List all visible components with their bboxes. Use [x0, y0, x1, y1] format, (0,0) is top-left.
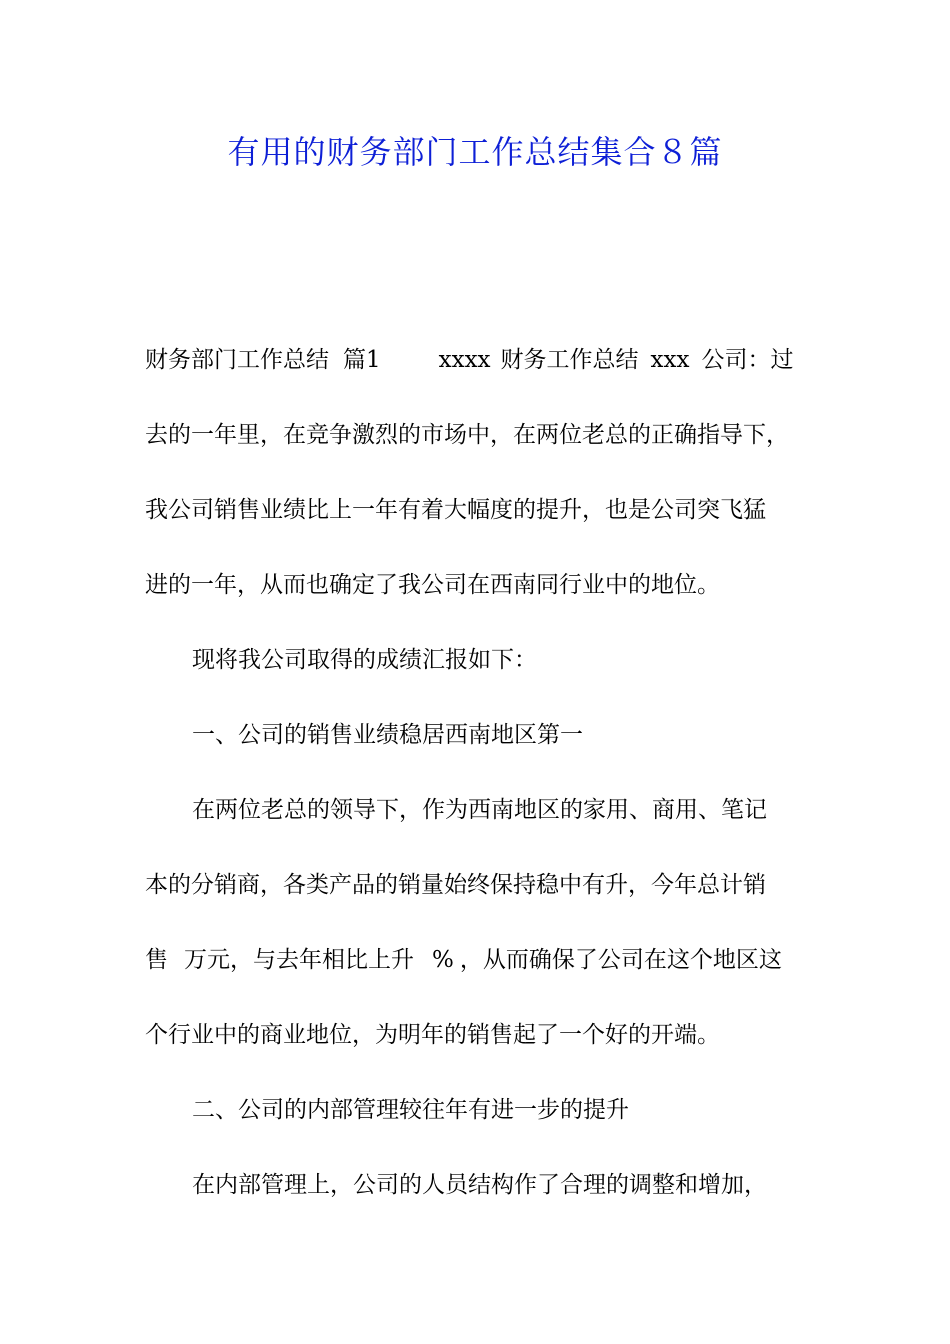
summary-heading-text: 财务工作总结 — [500, 347, 639, 373]
section-heading: 二、公司的内部管理较往年有进一步的提升 — [192, 1097, 629, 1123]
section-number: 篇1 — [343, 347, 381, 373]
percent-sign: % — [432, 947, 454, 973]
paragraph-line: 本的分销商，各类产品的销量始终保持稳中有升，今年总计销 — [145, 872, 766, 898]
paragraph-line: 在两位老总的领导下，作为西南地区的家用、商用、笔记 — [192, 797, 767, 823]
section-heading-text: 财务部门工作总结 — [145, 347, 329, 373]
paragraph-line: 进的一年，从而也确定了我公司在西南同行业中的地位。 — [145, 572, 720, 598]
paragraph-line — [145, 938, 810, 1013]
paragraph-text: 万元，与去年相比上升 — [184, 947, 414, 973]
paragraph-line: 在内部管理上，公司的人员结构作了合理的调整和增加， — [192, 1172, 767, 1198]
section-heading: 一、公司的销售业绩稳居西南地区第一 — [192, 722, 583, 748]
paragraph-line: 我公司销售业绩比上一年有着大幅度的提升，也是公司突飞猛 — [145, 497, 766, 523]
placeholder-text: xxxx — [438, 347, 491, 373]
document-body — [145, 338, 810, 1238]
paragraph-line: 现将我公司取得的成绩汇报如下： — [192, 647, 537, 673]
paragraph-text: 公司：过 — [701, 347, 794, 373]
paragraph-line — [145, 338, 810, 413]
paragraph-text: ，从而确保了公司在这个地区这 — [459, 947, 782, 973]
paragraph-line: 去的一年里，在竞争激烈的市场中，在两位老总的正确指导下， — [145, 422, 789, 448]
paragraph-text: 售 — [145, 947, 168, 973]
paragraph-line: 个行业中的商业地位，为明年的销售起了一个好的开端。 — [145, 1022, 720, 1048]
document-title: 有用的财务部门工作总结集合８篇 — [227, 133, 723, 171]
placeholder-text: xxx — [650, 347, 690, 373]
